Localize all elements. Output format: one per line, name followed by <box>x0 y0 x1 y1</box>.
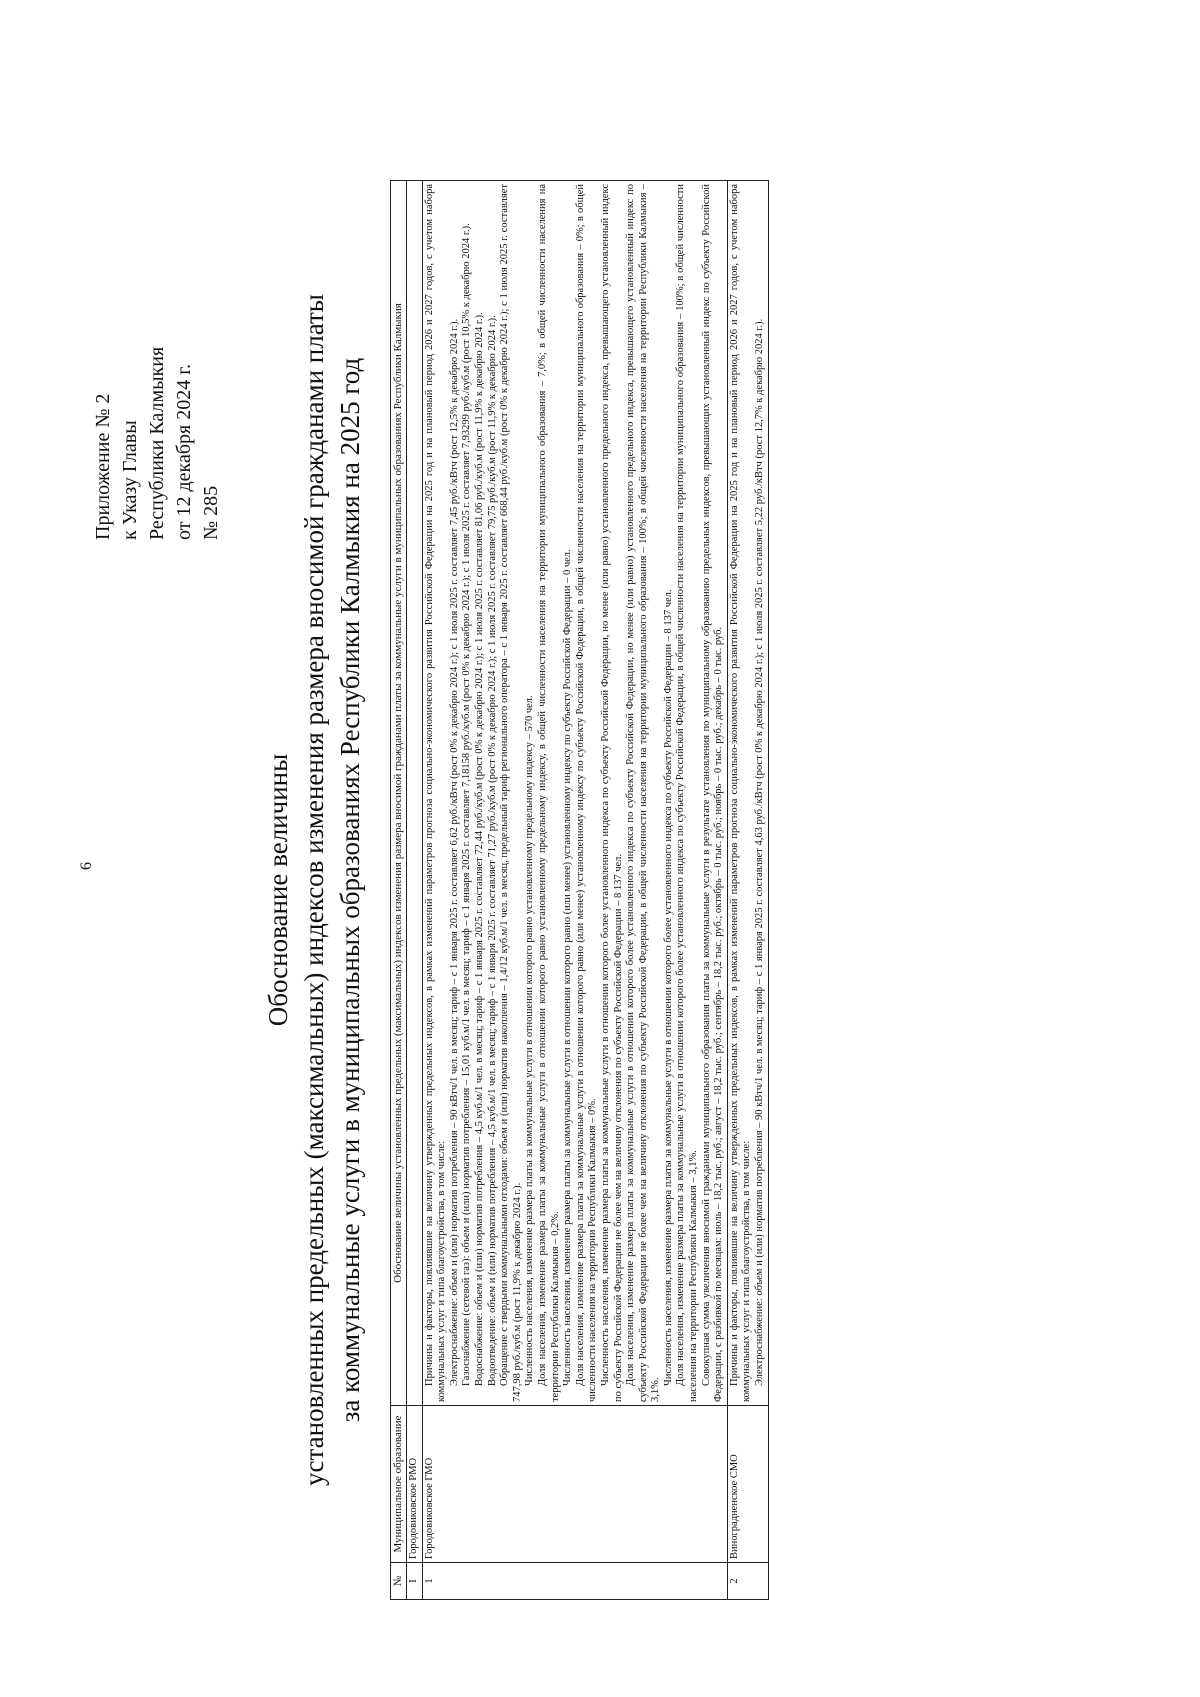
paragraph: Численность населения, изменение размера платы за коммунальные услуги в отношении которого равно установленному предельному индексу – 570 чел. <box>524 695 536 1386</box>
paragraph: Совокупная сумма увеличения вносимой гражданами муниципального образования платы за коммунальные услуги в результате установления по муниципальному образованию предельных индексов, превышающих установленный индекс по субъекту Российской Федерации, с разбивкой по месяцам: июль – 18,2 тыс. руб.; август – 18,2 тыс. руб.; сентябрь – 18,2 тыс. руб.; октябрь – 0 тыс. руб.; ноябрь – 0 тыс. руб.; декабрь – 0 тыс. руб. <box>700 184 725 1402</box>
page-number: 6 <box>78 862 95 870</box>
paragraph: Электроснабжение: объем и (или) норматив потребления – 90 кВтч/1 чел. в месяц; тариф – с 1 января 2025 г. составляет 6,62 руб./кВтч (рост 0% к декабрю 2024 г.); с 1 июля 2025 г. составляет 7,45 руб./кВтч (рост 12,5% к декабрю 2024 г.). <box>448 318 460 1386</box>
section-row <box>407 181 423 1600</box>
appendix-line: Приложение № 2 <box>92 393 114 540</box>
paragraph: Численность населения, изменение размера платы за коммунальные услуги в отношении которого более установленного индекса по субъекту Российской Федерации – 8 137 чел. <box>662 589 674 1386</box>
paragraph: Причины и факторы, повлиявшие на величину утвержденных предельных индексов, в рамках изменений параметров прогноза социально-экономического развития Российской Федерации на 2025 год и на плановый период 2026 и 2027 годов, с учетом набора коммунальных услуг и типа благоустройства, в том числе: <box>423 184 448 1402</box>
paragraph: Обращение с твердыми коммунальными отходами: объем и (или) норматив накопления – 1,4/12 куб.м/1 чел. в месяц, предельный тариф регионального оператора – с 1 января 2025 г. составляет 668,44 руб./куб.м (рост 0% к декабрю 2024 г.); с 1 июля 2025 г. составляет 747,98 руб./куб.м (рост 11,9% к декабрю 2024 г.). <box>499 184 523 1402</box>
paragraph: Причины и факторы, повлиявшие на величину утвержденных предельных индексов, в рамках изменений параметров прогноза социально-экономического развития Российской Федерации на 2025 год и на плановый период 2026 и 2027 годов, с учетом набора коммунальных услуг и типа благоустройства, в том числе: <box>728 184 753 1402</box>
paragraph: Численность населения, изменение размера платы за коммунальные услуги в отношении которого равно (или менее) установленному индексу по субъекту Российской Федерации – 0 чел. <box>562 549 574 1386</box>
document-title <box>260 130 368 1650</box>
paragraph: Газоснабжение (сетевой газ): объем и (или) норматив потребления – 15,01 куб.м/1 чел. в месяц; тариф – с 1 января 2025 г. составляет 7,18158 руб./куб.м (рост 0% к декабрю 2024 г.); с 1 июля 2025 г. составляет 7,93299 руб./куб.м (рост 10,5% к декабрю 2024 г.). <box>461 223 473 1386</box>
title-line: за коммунальные услуги в муниципальных образованиях Республики Калмыкия на 2025 год <box>335 357 365 1423</box>
table-row <box>727 181 768 1600</box>
table-header-row <box>391 181 407 1600</box>
header-justification: Обоснование величины установленных предельных (максимальных) индексов изменения размера вносимой гражданами платы за коммунальные услуги в муниципальных образованиях Республики Калмыкия <box>391 181 407 1406</box>
paragraph: Водоснабжение: объем и (или) норматив потребления – 4,5 куб.м/1 чел. в месяц; тариф – с 1 января 2025 г. составляет 72,44 руб./куб.м (рост 0% к декабрю 2024 г.); с 1 июля 2025 г. составляет 81,06 руб./куб.м (рост 11,9% к декабрю 2024 г.). <box>473 312 485 1386</box>
paragraph: Водоотведение: объем и (или) норматив потребления – 4,5 куб.м/1 чел. в месяц; тариф – с 1 января 2025 г. составляет 71,27 руб./куб.м (рост 0% к декабрю 2024 г.); с 1 июля 2025 г. составляет 79,75 руб./куб.м (рост 11,9% к декабрю 2024 г.). <box>486 315 498 1386</box>
appendix-line: № 285 <box>200 485 222 540</box>
title-line: установленных предельных (максимальных) индексов изменения размера вносимой гражданами платы <box>299 294 329 1486</box>
appendix-block <box>90 180 225 540</box>
paragraph: Доля населения, изменение размера платы за коммунальные услуги в отношении которого равно установленному предельному индексу, в общей численности населения на территории муниципального образования – 7,0%; в общей численности населения на территории Республики Калмыкия – 0,2%. <box>536 184 561 1402</box>
justification-table <box>390 180 769 1600</box>
row-municipality: Виноградненское СМО <box>727 1406 768 1563</box>
paragraph: Доля населения, изменение размера платы за коммунальные услуги в отношении которого более установленного индекса по субъекту Российской Федерации, но менее (или равно) установленного предельного индекса, превышающего установленный индекс по субъекту Российской Федерации не более чем на величину отклонения по субъекту Российской Федерации, в общей численности населения на территории муниципального образования – 100%; в общей численности населения на территории Республики Калмыкия – 3,1%. <box>625 184 662 1402</box>
paragraph: Численность населения, изменение размера платы за коммунальные услуги в отношении которого более установленного индекса по субъекту Российской Федерации, но менее (или равно) установленного предельного индекса, превышающего установленный индекс по субъекту Российской Федерации не более чем на величину отклонения по субъекту Российской Федерации – 8 137 чел. <box>599 184 624 1402</box>
paragraph: Доля населения, изменение размера платы за коммунальные услуги в отношении которого равно (или менее) установленному индексу по субъекту Российской Федерации, в общей численности населения на территории муниципального образования – 0%; в общей численности населения на территории Республики Калмыкия – 0%. <box>574 184 599 1402</box>
section-empty <box>407 181 423 1406</box>
header-municipality: Муниципальное образование <box>391 1406 407 1563</box>
paragraph: Доля населения, изменение размера платы за коммунальные услуги в отношении которого более установленного индекса по субъекту Российской Федерации, в общей численности населения на территории муниципального образования – 100%; в общей численности населения на территории Республики Калмыкия – 3,1%. <box>675 184 700 1402</box>
title-line: Обоснование величины <box>263 753 293 1027</box>
appendix-line: Республики Калмыкия <box>146 346 168 540</box>
header-no: № <box>391 1563 407 1600</box>
rotated-document <box>60 130 1120 1650</box>
appendix-line: от 12 декабря 2024 г. <box>173 363 195 540</box>
table-row <box>422 181 727 1600</box>
appendix-line: к Указу Главы <box>119 420 141 540</box>
row-justification <box>727 181 768 1406</box>
paragraph: Электроснабжение: объем и (или) норматив потребления – 90 кВтч/1 чел. в месяц; тариф – с 1 января 2025 г. составляет 4,63 руб./кВтч (рост 0% к декабрю 2024 г.); с 1 июля 2025 г. составляет 5,22 руб./кВтч (рост 12,7% к декабрю 2024 г.). <box>754 318 766 1386</box>
row-no: 1 <box>422 1563 727 1600</box>
section-name: Городовиковское РМО <box>407 1406 423 1563</box>
row-municipality: Городовиковское ГМО <box>422 1406 727 1563</box>
row-no: 2 <box>727 1563 768 1600</box>
row-justification <box>422 181 727 1406</box>
section-no: I <box>407 1563 423 1600</box>
